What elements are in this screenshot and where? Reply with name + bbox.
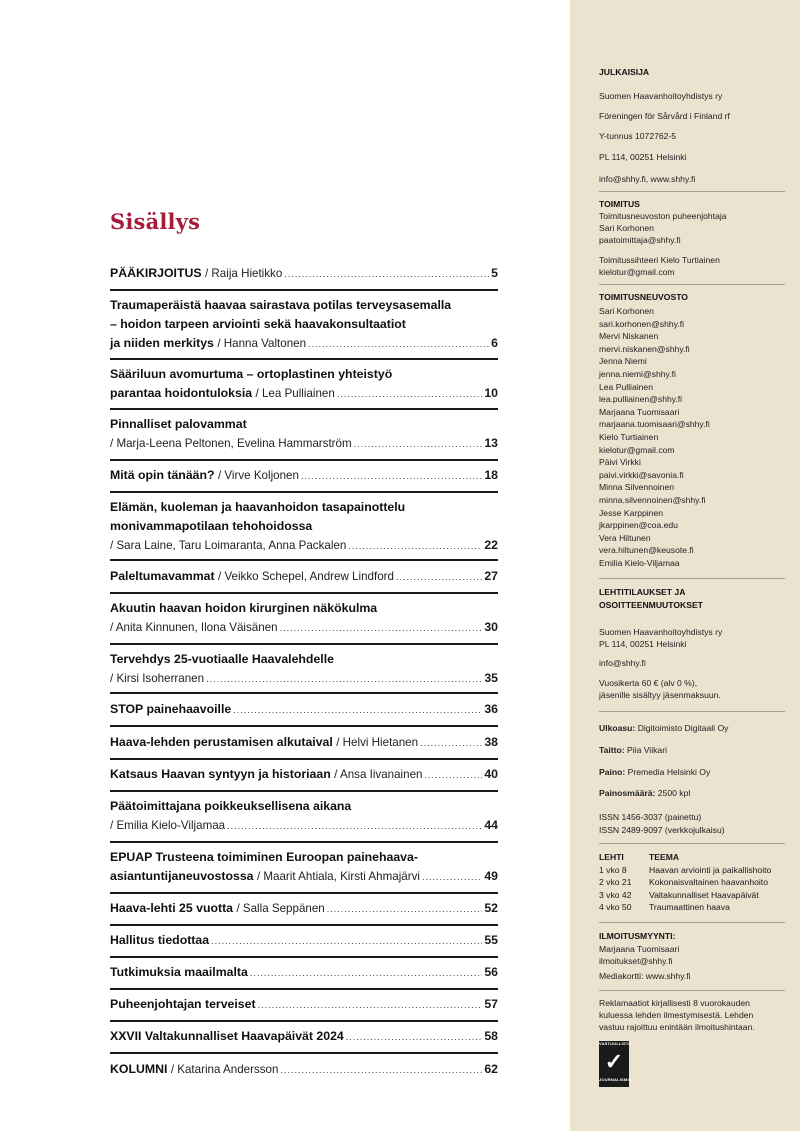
page-number: 52	[484, 901, 498, 915]
dot-leader	[424, 766, 482, 785]
board-member-email[interactable]: kielotur@gmail.com	[599, 444, 675, 455]
article-author: / Emilia Kielo-Viljamaa	[110, 819, 226, 832]
colophon-sidebar	[570, 0, 800, 1131]
divider	[599, 284, 785, 285]
issue-schedule	[599, 851, 771, 914]
board-member-name: Vera Hiltunen	[599, 532, 651, 543]
article-title: – hoidon tarpeen arviointi sekä haavakonsultaatiot	[110, 317, 406, 331]
ads-contact-name: Marjaana Tuomisaari	[599, 944, 680, 954]
article-title: PÄÄKIRJOITUS	[110, 266, 202, 280]
toc-entry[interactable]	[110, 567, 498, 587]
toc-entry[interactable]	[110, 700, 498, 720]
article-author: / Virve Koljonen	[217, 469, 299, 482]
issn-print: ISSN 1456-3037 (painettu)	[599, 812, 702, 822]
toc-entry[interactable]	[110, 650, 498, 689]
toc-line	[110, 867, 498, 887]
toc-entry[interactable]	[110, 365, 498, 404]
layout-credit: Ulkoasu: Digitoimisto Digitaali Oy	[599, 723, 729, 733]
board-member-name: Päivi Virkki	[599, 457, 641, 468]
toc-entry[interactable]	[110, 264, 498, 284]
subscriptions-org: Suomen Haavanhoitoyhdistys ry	[599, 627, 723, 637]
divider	[599, 711, 785, 712]
toc-entry[interactable]	[110, 733, 498, 753]
toc-line	[110, 816, 498, 836]
article-author: / Hanna Valtonen	[217, 337, 307, 350]
toc-line	[110, 618, 498, 638]
toc-line	[110, 536, 498, 556]
issn-online: ISSN 2489-9097 (verkkojulkaisu)	[599, 825, 725, 835]
dot-leader	[308, 335, 489, 354]
board-member-name: Emilia Kielo-Viljamaa	[599, 558, 680, 568]
toc-entry[interactable]	[110, 498, 498, 556]
divider	[599, 843, 785, 844]
article-title: Akuutin haavan hoidon kirurginen näkökulma	[110, 601, 378, 615]
dot-leader	[258, 996, 483, 1015]
dot-leader	[206, 670, 482, 689]
toc-divider	[110, 725, 498, 727]
page-number: 10	[484, 386, 498, 400]
article-title: Sääriluun avomurtuma – ortoplastinen yhteistyö	[110, 367, 393, 381]
board-member-email[interactable]: marjaana.tuomisaari@shhy.fi	[599, 419, 710, 430]
toc-entry[interactable]	[110, 296, 498, 354]
toc-line	[110, 384, 498, 404]
toc-divider	[110, 790, 498, 792]
article-title: Puheenjohtajan terveiset	[110, 997, 256, 1011]
page-number: 30	[484, 620, 498, 634]
article-title: Tutkimuksia maailmalta	[110, 965, 248, 979]
article-title: Hallitus tiedottaa	[110, 933, 210, 947]
media-kit[interactable]: Mediakortti: www.shhy.fi	[599, 971, 691, 981]
article-title: Haava-lehti 25 vuotta	[110, 901, 234, 915]
publisher-name: Suomen Haavanhoitoyhdistys ry	[599, 91, 723, 101]
business-id: Y-tunnus 1072762-5	[599, 131, 677, 141]
board-member-name: Minna Silvennoinen	[599, 482, 675, 493]
article-title: Elämän, kuoleman ja haavanhoidon tasapainottelu	[110, 500, 406, 514]
board-member-name: Jenna Niemi	[599, 356, 647, 367]
dot-leader	[233, 701, 482, 720]
dot-leader	[284, 265, 489, 284]
print-credit: Paino: Premedia Helsinki Oy	[599, 767, 711, 777]
toc-entry[interactable]	[110, 995, 498, 1015]
toc-line	[110, 931, 498, 951]
dot-leader	[422, 868, 482, 887]
toc-entry[interactable]	[110, 466, 498, 486]
toc-divider	[110, 1020, 498, 1022]
toc-entry[interactable]	[110, 1027, 498, 1047]
issue-theme: Traumaattinen haava	[649, 902, 730, 913]
page-title: Sisällys	[110, 209, 201, 234]
toc-line	[110, 765, 498, 785]
divider	[599, 578, 785, 579]
board-member-email[interactable]: mervi.niskanen@shhy.fi	[599, 343, 690, 354]
page-number: 35	[484, 671, 498, 685]
page-number: 13	[484, 436, 498, 450]
board-member-email[interactable]: lea.pulliainen@shhy.fi	[599, 394, 683, 405]
secretary-email[interactable]: kielotur@gmail.com	[599, 267, 675, 277]
dot-leader	[346, 1028, 483, 1047]
article-author: / Katarina Andersson	[170, 1063, 279, 1076]
page-number: 56	[484, 965, 498, 979]
toc-line	[110, 466, 498, 486]
article-author: / Maarit Ahtiala, Kirsti Ahmajärvi	[256, 870, 420, 883]
article-author: / Marja-Leena Peltonen, Evelina Hammarström	[110, 437, 352, 450]
article-title: ja niiden merkitys	[110, 336, 214, 350]
toc-entry[interactable]	[110, 797, 498, 836]
subscriptions-address: PL 114, 00251 Helsinki	[599, 639, 687, 649]
page-number: 40	[484, 767, 498, 781]
toc-line	[110, 434, 498, 454]
dot-leader	[280, 619, 483, 638]
toc-divider	[110, 892, 498, 894]
toc-divider	[110, 956, 498, 958]
publisher-contacts[interactable]: info@shhy.fi, www.shhy.fi	[599, 174, 696, 184]
issue-number: 3 vko 42	[599, 889, 632, 900]
toc-divider	[110, 559, 498, 561]
toc-line	[110, 1027, 498, 1047]
toc-line	[110, 700, 498, 720]
page-number: 18	[484, 468, 498, 482]
article-title: monivammapotilaan tehohoidossa	[110, 519, 313, 533]
article-author: / Sara Laine, Taru Loimaranta, Anna Packalen	[110, 539, 347, 552]
toc-line	[110, 264, 498, 284]
dot-leader	[396, 568, 482, 587]
toc-entry[interactable]	[110, 899, 498, 919]
toc-divider	[110, 643, 498, 645]
issue-row	[599, 864, 771, 877]
subscriptions-heading-2: OSOITTEENMUUTOKSET	[599, 600, 703, 610]
board-member-email[interactable]: jkarppinen@coa.edu	[599, 520, 678, 531]
dot-leader	[348, 537, 482, 556]
price-note: jäsenille sisältyy jäsenmaksuun.	[599, 690, 721, 700]
article-title: Katsaus Haavan syntyyn ja historiaan	[110, 767, 331, 781]
subscriptions-heading-1: LEHTITILAUKSET JA	[599, 587, 686, 597]
price: Vuosikerta 60 € (alv 0 %),	[599, 678, 698, 688]
article-author: / Raija Hietikko	[204, 267, 283, 280]
toc-line	[110, 733, 498, 753]
board-heading: TOIMITUSNEUVOSTO	[599, 292, 688, 302]
toc-entry[interactable]	[110, 599, 498, 638]
issue-number: 4 vko 50	[599, 902, 632, 913]
toc-divider	[110, 491, 498, 493]
article-title: EPUAP Trusteena toimiminen Euroopan painehaava-	[110, 850, 418, 864]
dot-leader	[301, 467, 482, 486]
article-author: / Lea Pulliainen	[255, 387, 335, 400]
ads-heading: ILMOITUSMYYNTI:	[599, 931, 676, 941]
divider	[599, 922, 785, 923]
article-title: parantaa hoidontuloksia	[110, 386, 253, 400]
badge-top-text: VASTUULLISTA	[599, 1041, 632, 1046]
dot-leader	[420, 734, 482, 753]
article-title: Mitä opin tänään?	[110, 468, 215, 482]
toc-divider	[110, 408, 498, 410]
board-member-name: Kielo Turtiainen	[599, 432, 659, 442]
disclaimer-line-3: vastuu rajoittuu enintään ilmoitushintaan.	[599, 1022, 755, 1032]
circulation: Painosmäärä: 2500 kpl	[599, 788, 691, 798]
issue-number: 1 vko 8	[599, 864, 627, 875]
postal-address: PL 114, 00251 Helsinki	[599, 152, 687, 162]
article-title: Pinnalliset palovammat	[110, 417, 247, 431]
article-author: / Helvi Hietanen	[336, 736, 419, 749]
board-member-email[interactable]: jenna.niemi@shhy.fi	[599, 369, 676, 379]
page-number: 57	[484, 997, 498, 1011]
toc-line	[110, 899, 498, 919]
ads-email[interactable]: ilmoitukset@shhy.fi	[599, 956, 673, 966]
editor-email[interactable]: paatoimittaja@shhy.fi	[599, 235, 681, 245]
disclaimer-line-1: Reklamaatiot kirjallisesti 8 vuorokauden	[599, 998, 750, 1008]
disclaimer-line-2: kuluessa lehden ilmestymisestä. Lehden	[599, 1010, 754, 1020]
editorial-heading: TOIMITUS	[599, 199, 640, 209]
divider	[599, 191, 785, 192]
page-number: 5	[491, 266, 498, 280]
issue-column-header: LEHTI	[599, 852, 624, 862]
issue-row	[599, 889, 771, 902]
dot-leader	[354, 435, 483, 454]
toc-entry[interactable]	[110, 415, 498, 454]
article-title: Paleltumavammat	[110, 569, 215, 583]
page-number: 36	[484, 702, 498, 716]
board-member-name: Lea Pulliainen	[599, 381, 653, 392]
article-author: / Veikko Schepel, Andrew Lindford	[218, 570, 394, 583]
article-author: / Ansa Iivanainen	[334, 768, 423, 781]
article-author: / Kirsi Isoherranen	[110, 672, 205, 685]
article-title: Tervehdys 25-vuotiaalle Haavalehdelle	[110, 652, 334, 666]
toc-divider	[110, 358, 498, 360]
toc-line	[110, 1060, 498, 1080]
issue-theme: Haavan arviointi ja paikallishoito	[649, 864, 772, 875]
board-member-name: Marjaana Tuomisaari	[599, 406, 680, 417]
board-member-name: Jesse Karppinen	[599, 507, 664, 518]
toc-divider	[110, 758, 498, 760]
board-member-name: Sari Korhonen	[599, 306, 654, 316]
toc-divider	[110, 924, 498, 926]
secretary: Toimitussihteeri Kielo Turtiainen	[599, 255, 720, 265]
page-number: 22	[484, 538, 498, 552]
editor-role: Toimitusneuvoston puheenjohtaja	[599, 211, 727, 221]
page-number: 49	[484, 869, 498, 883]
page-number: 58	[484, 1029, 498, 1043]
toc-line	[110, 669, 498, 689]
publisher-name-sv: Föreningen för Sårvård i Finland rf	[599, 111, 730, 121]
toc-divider	[110, 692, 498, 694]
issue-number: 2 vko 21	[599, 877, 632, 888]
checkmark-icon: ✓	[604, 1049, 624, 1074]
board-member-email[interactable]: paivi.virkki@savonia.fi	[599, 469, 684, 480]
toc-entry[interactable]	[110, 848, 498, 887]
page-number: 38	[484, 735, 498, 749]
dot-leader	[227, 817, 482, 836]
toc-line	[110, 334, 498, 354]
dot-leader	[280, 1061, 482, 1080]
toc-entry[interactable]	[110, 931, 498, 951]
toc-divider	[110, 841, 498, 843]
issue-row	[599, 876, 771, 889]
issue-theme: Kokonaisvaltainen haavanhoito	[649, 877, 768, 888]
issue-row	[599, 901, 771, 914]
badge-bottom-text: JOURNALISMIA	[599, 1077, 632, 1082]
board-member-email[interactable]: vera.hiltunen@keusote.fi	[599, 545, 694, 556]
article-author: / Anita Kinnunen, Ilona Väisänen	[110, 621, 278, 634]
toc-divider	[110, 988, 498, 990]
toc-entry[interactable]	[110, 1060, 498, 1080]
toc-entry[interactable]	[110, 765, 498, 785]
board-member-email[interactable]: sari.korhonen@shhy.fi	[599, 318, 684, 329]
page-number: 27	[484, 569, 498, 583]
typesetting-credit: Taitto: Piia Viikari	[599, 745, 667, 755]
article-title: asiantuntijaneuvostossa	[110, 869, 254, 883]
article-author: / Salla Seppänen	[236, 902, 325, 915]
article-title: Traumaperäistä haavaa sairastava potilas terveysasemalla	[110, 298, 452, 312]
page-number: 6	[491, 336, 498, 350]
article-title: Haava-lehden perustamisen alkutaival	[110, 735, 333, 749]
responsible-journalism-badge	[599, 1041, 632, 1087]
subscriptions-email[interactable]: info@shhy.fi	[599, 658, 646, 668]
dot-leader	[250, 964, 482, 983]
article-title: KOLUMNI	[110, 1062, 168, 1076]
toc-divider	[110, 289, 498, 291]
publisher-heading: JULKAISIJA	[599, 67, 650, 77]
dot-leader	[211, 932, 482, 951]
toc-entry[interactable]	[110, 963, 498, 983]
toc-line	[110, 995, 498, 1015]
theme-column-header: TEEMA	[649, 852, 680, 862]
board-member-name: Mervi Niskanen	[599, 331, 659, 342]
toc-line	[110, 567, 498, 587]
page-number: 55	[484, 933, 498, 947]
board-member-email[interactable]: minna.silvennoinen@shhy.fi	[599, 495, 706, 505]
toc-divider	[110, 592, 498, 594]
dot-leader	[327, 900, 483, 919]
toc-line	[110, 963, 498, 983]
page-number: 62	[484, 1062, 498, 1076]
article-title: STOP painehaavoille	[110, 702, 232, 716]
page-number: 44	[484, 818, 498, 832]
article-title: Päätoimittajana poikkeuksellisena aikana	[110, 799, 352, 813]
article-title: XXVII Valtakunnalliset Haavapäivät 2024	[110, 1029, 344, 1043]
issue-theme: Valtakunnalliset Haavapäivät	[649, 889, 759, 900]
dot-leader	[337, 385, 482, 404]
toc-divider	[110, 1052, 498, 1054]
divider	[599, 990, 785, 991]
toc-divider	[110, 459, 498, 461]
editor-name: Sari Korhonen	[599, 223, 654, 233]
